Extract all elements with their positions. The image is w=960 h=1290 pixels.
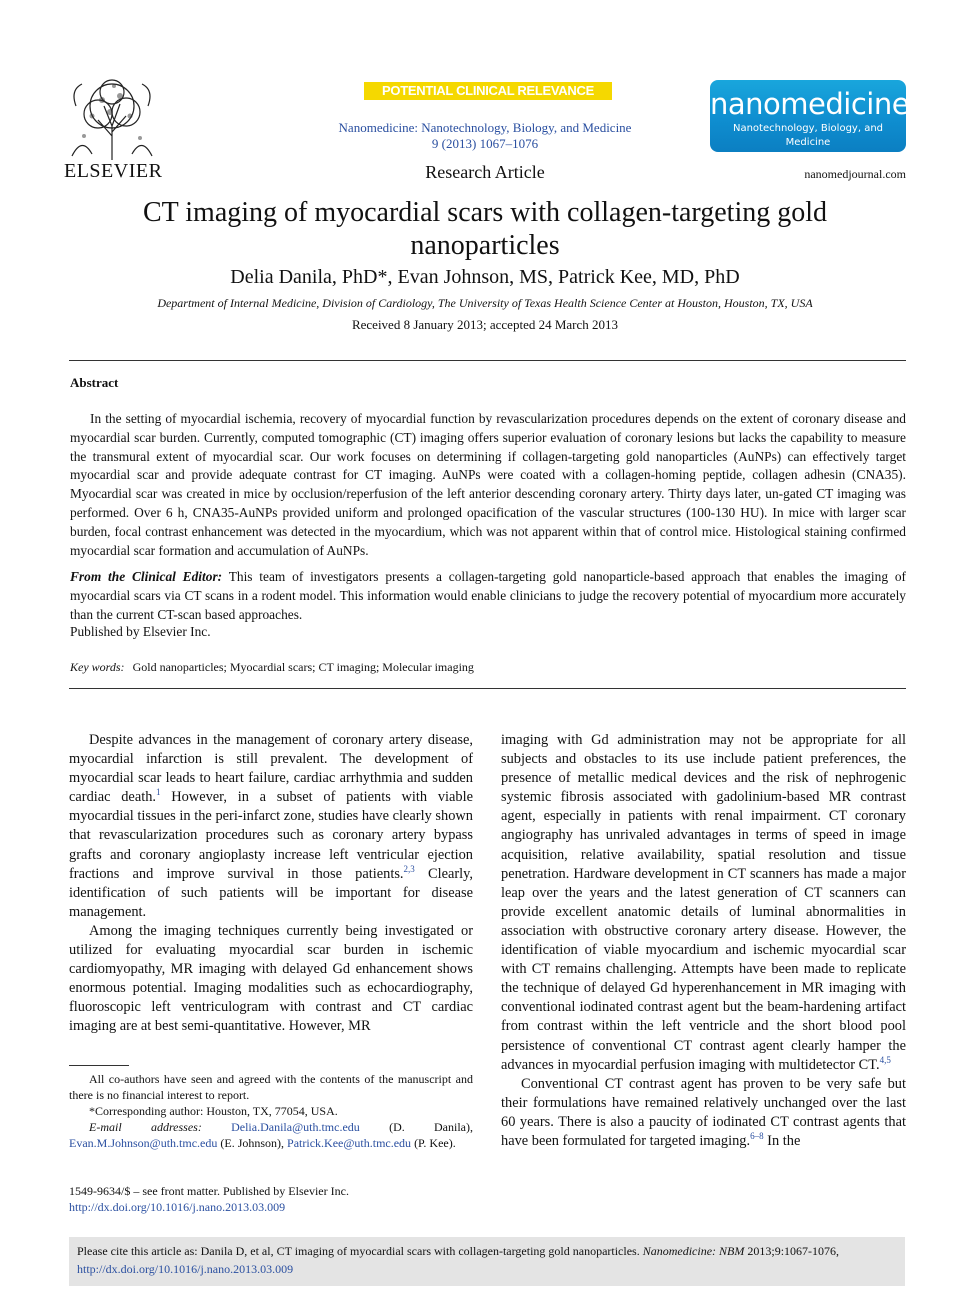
keywords-list: Gold nanoparticles; Myocardial scars; CT imaging; Molecular imaging — [132, 660, 474, 674]
journal-name[interactable]: Nanomedicine: Nanotechnology, Biology, and Medicine — [338, 120, 632, 135]
footnotes — [69, 1071, 473, 1151]
journal-citation[interactable] — [300, 120, 670, 152]
paragraph: Among the imaging techniques currently being investigated or utilized for evaluating myocardial scar burden in ischemic cardiomyopathy, MR imaging with delayed Gd enhancement shows enormous potential. Imaging modalities such as echocardiography, fluoroscopic left ventriculogram with contrast and CT cardiac imaging are at best semi-quantitative. However, MR — [69, 922, 473, 1035]
article-type: Research Article — [425, 162, 545, 182]
logo-title: nanomedicine — [710, 87, 910, 121]
doi-link[interactable]: http://dx.doi.org/10.1016/j.nano.2013.03.009 — [69, 1200, 286, 1214]
article-title: CT imaging of myocardial scars with collagen-targeting gold nanoparticles — [142, 197, 828, 261]
reference-link[interactable]: 1 — [156, 787, 161, 798]
email-link[interactable]: Delia.Danila@uth.tmc.edu — [231, 1120, 360, 1134]
author-list: Delia Danila, PhD*, Evan Johnson, MS, Patrick Kee, MD, PhD — [230, 266, 740, 288]
reference-link[interactable]: 4,5 — [879, 1054, 891, 1065]
abstract-text: In the setting of myocardial ischemia, recovery of myocardial function by revascularization procedures depends on the extent of coronary disease and myocardial scar burden. Currently, computed tomographic (CT) imaging offers superior evaluation of coronary lesions but lacks the capability to measure the transmural extent of myocardial scar. Our work focuses on determining if collagen-targeting gold nanoparticles (AuNPs) can effectively target myocardial scar and provide adequate contrast for CT imaging. AuNPs were coated with a collagen-homing peptide, collagen adhesin (CNA35). Myocardial scar was created in mice by occlusion/reperfusion of the left anterior descending coronary artery. Thirty days later, un-gated CT imaging was performed. Over 6 h, CNA35-AuNPs provided uniform and prolonged opacification of the vascular structures (100-130 HU). In mice with larger scar burden, focal contrast enhancement was detected in the myocardium, which was not apparent within that of control mice. Histological staining confirmed myocardial scar formation and accumulation of AuNPs. — [70, 411, 906, 558]
email-addresses: E-mail addresses: Delia.Danila@uth.tmc.edu (D. Danila), Evan.M.Johnson@uth.tmc.edu (E. Johnson), Patrick.Kee@uth.tmc.edu (P. Kee). — [69, 1120, 473, 1150]
body-column-right — [501, 731, 906, 1151]
citation-doi-link[interactable]: http://dx.doi.org/10.1016/j.nano.2013.03.009 — [77, 1262, 294, 1276]
nanomedicine-logo — [710, 80, 910, 152]
journal-site-link[interactable]: nanomedjournal.com — [804, 167, 906, 181]
clinical-editor-text: This team of investigators presents a collagen-targeting gold nanoparticle-based approach that enables the imaging of myocardial scars via CT scans in a rodent model. This information would enable clinicians to judge the recovery potential of myocardium more accurately than the current CT-scan based approaches. — [70, 569, 906, 622]
reference-link[interactable]: 6–8 — [750, 1131, 764, 1142]
paragraph: imaging with Gd administration may not be appropriate for all subjects and obstacles to its use include patient preferences, the presence of metallic medical devices and the risk of nephrogenic systemic fibrosis associated with gadolinium-based MR contrast agent, especially in patients with renal impairment. CT coronary angiography has unrivaled advantages in terms of speed in image acquisition, relative availability, spatial resolution and tissue penetration. Hardware development in CT scanners has made a major leap over the years and the latest generation of CT scanners can provide excellent anatomic details of luminal abnormalities in association with obstructive coronary artery disease. However, the identification of viable myocardium and ischemic myocardial scar with CT remains challenging. Attempts have been made to replicate the technique of delayed Gd hyperenhancement in MR imaging with conventional iodinated contrast agent but the beam-hardening artifact from contrast within the left ventricle and the short blood pool persistence of conventional CT contrast agent clearly hamper the advances in myocardial perfusion imaging with multidetector CT.$^{4,5}$ — [501, 732, 906, 1073]
publisher-name: ELSEVIER — [64, 160, 163, 182]
published-by: Published by Elsevier Inc. — [70, 624, 211, 639]
body-column-left — [69, 731, 473, 1037]
paragraph: Conventional CT contrast agent has proven to be very safe but their formulations have remained relatively unchanged over the last 60 years. There is also a paucity of iodinated CT contrast agents that have been formulated for targeted imaging.$^{6-8}$ In the — [501, 1075, 906, 1149]
abstract-divider — [69, 688, 906, 689]
logo-subtitle: Nanotechnology, Biology, and Medicine — [732, 123, 884, 148]
coauthor-statement: All co-authors have seen and agreed with the contents of the manuscript and there is no financial interest to report. — [69, 1072, 473, 1102]
clinical-editor-label: From the Clinical Editor: — [70, 569, 223, 584]
paragraph: Despite advances in the management of coronary artery disease, myocardial infarction is still prevalent. The development of myocardial scar leads to heart failure, cardiac arrhythmia and sudden cardiac death.$^1$ However, in a subset of patients with viable myocardial tissues in the peri-infarct zone, studies have clearly shown that revascularization procedures such as coronary artery bypass grafts and coronary angioplasty increase left ventricular ejection fractions and improve survival in those patients.$^{2,3}$ Clearly, identification of such patients will be important for disease management. — [69, 732, 473, 920]
citation-box: Please cite this article as: Danila D, et al, CT imaging of myocardial scars with collagen-targeting gold nanoparticles. Nanomedicine: NBM 2013;9:1067-1076, http://dx.doi.org/10.1016/j.nano.2013.03.009 — [69, 1237, 905, 1286]
clinical-relevance-badge: POTENTIAL CLINICAL RELEVANCE — [364, 82, 612, 100]
author-affiliation: Department of Internal Medicine, Division of Cardiology, The University of Texas Health Science Center at Houston, Houston, TX, USA — [157, 296, 813, 310]
citation-journal: Nanomedicine: NBM — [642, 1244, 745, 1258]
keywords — [70, 660, 474, 675]
top-divider — [69, 360, 906, 361]
keywords-label: Key words: — [70, 660, 125, 674]
front-matter — [69, 1183, 473, 1215]
received-dates: Received 8 January 2013; accepted 24 March 2013 — [351, 317, 619, 332]
email-link[interactable]: Evan.M.Johnson@uth.tmc.edu — [69, 1136, 218, 1150]
issn-line: 1549-9634/$ – see front matter. Published by Elsevier Inc. — [69, 1184, 349, 1198]
clinical-editor-note — [70, 568, 906, 624]
footnote-divider — [69, 1065, 129, 1066]
reference-link[interactable]: 2,3 — [403, 863, 415, 874]
email-link[interactable]: Patrick.Kee@uth.tmc.edu — [287, 1136, 412, 1150]
corresponding-author: *Corresponding author: Houston, TX, 77054, USA. — [89, 1104, 338, 1118]
abstract-heading: Abstract — [70, 375, 119, 390]
journal-volume[interactable]: 9 (2013) 1067–1076 — [431, 136, 539, 151]
